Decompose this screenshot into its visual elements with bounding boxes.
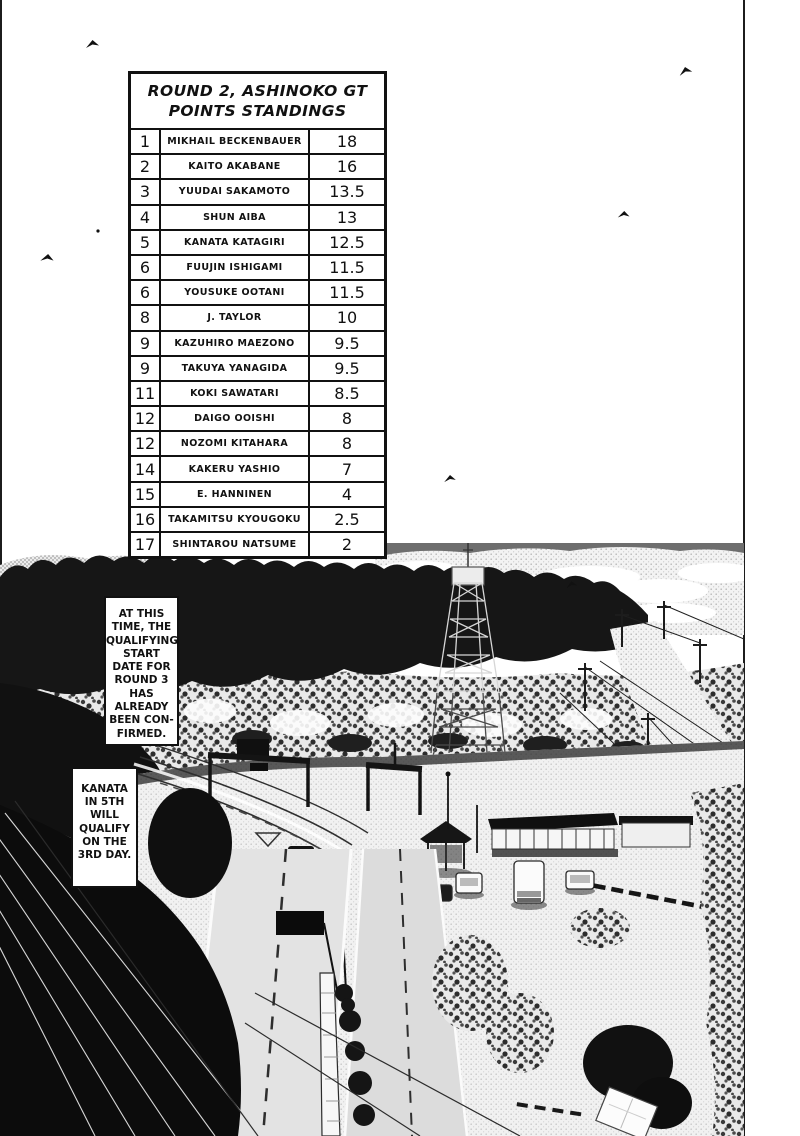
caption-line: ON THE (82, 835, 127, 848)
points-cell: 12.5 (329, 232, 365, 252)
caption-line: START (123, 647, 160, 660)
table-row (131, 382, 384, 407)
rank-cell: 2 (131, 155, 161, 178)
caption-line: WILL (90, 809, 119, 822)
caption-line: DATE FOR (112, 661, 171, 674)
rank-cell: 15 (131, 483, 161, 506)
standings-rows (131, 130, 384, 556)
table-row (131, 432, 384, 457)
caption-line: 3RD DAY. (77, 849, 132, 862)
bird-icon (96, 218, 100, 237)
caption-line: HAS (129, 687, 154, 700)
caption-line: TIME, THE (111, 621, 172, 634)
name-cell: KAZUHIRO MAEZONO (161, 332, 310, 355)
name-cell: YOUSUKE OOTANI (161, 281, 310, 304)
rank-cell: 11 (131, 382, 161, 405)
rank-cell: 9 (131, 332, 161, 355)
caption-line: ROUND 3 (114, 674, 169, 687)
points-cell: 8 (341, 434, 353, 454)
name-cell: MIKHAIL BECKENBAUER (161, 130, 310, 153)
bird-icon (39, 247, 55, 268)
caption-line: QUALIFY (79, 822, 130, 835)
bird-icon (565, 574, 578, 594)
table-row (131, 407, 384, 432)
points-cell: 8 (341, 409, 353, 429)
rank-cell: 16 (131, 508, 161, 531)
table-row (131, 508, 384, 533)
name-cell: E. HANNINEN (161, 483, 310, 506)
narration-box-kanata (71, 767, 138, 888)
points-cell: 13 (336, 207, 358, 227)
rank-cell: 17 (131, 533, 161, 556)
table-row (131, 533, 384, 556)
rank-cell: 3 (131, 180, 161, 203)
points-cell: 7 (341, 459, 353, 479)
name-cell: KAITO AKABANE (161, 155, 310, 178)
table-row (131, 306, 384, 331)
standings-title (131, 74, 384, 130)
caption-line: IN 5TH (84, 796, 125, 809)
name-cell: DAIGO OOISHI (161, 407, 310, 430)
points-cell: 13.5 (329, 182, 365, 202)
table-row (131, 357, 384, 382)
table-row (131, 155, 384, 180)
points-cell: 11.5 (329, 258, 365, 278)
name-cell: KANATA KATAGIRI (161, 231, 310, 254)
caption-line: AT THIS (118, 608, 165, 620)
table-row (131, 281, 384, 306)
rank-cell: 8 (131, 306, 161, 329)
caption-line: QUALIFYING (106, 634, 178, 647)
bird-icon (617, 203, 631, 223)
standings-table (128, 71, 387, 559)
forest-ridge (0, 555, 648, 694)
name-cell: KAKERU YASHIO (161, 457, 310, 480)
standings-title-line1: ROUND 2, ASHINOKO GT (147, 82, 368, 100)
caption-line: KANATA (81, 783, 128, 795)
rank-cell: 5 (131, 231, 161, 254)
name-cell: SHINTAROU NATSUME (161, 533, 310, 556)
points-cell: 4 (341, 484, 353, 504)
table-row (131, 256, 384, 281)
bird-icon (444, 468, 456, 487)
name-cell: TAKAMITSU KYOUGOKU (161, 508, 310, 531)
table-row (131, 231, 384, 256)
name-cell: TAKUYA YANAGIDA (161, 357, 310, 380)
standings-title-line2: POINTS STANDINGS (168, 102, 347, 120)
rank-cell: 14 (131, 457, 161, 480)
table-row (131, 206, 384, 231)
rank-cell: 12 (131, 432, 161, 455)
narration-box-qualifying (104, 596, 179, 746)
points-cell: 10 (336, 308, 358, 328)
points-cell: 16 (336, 157, 358, 177)
caption-line: ALREADY (114, 701, 169, 714)
points-cell: 8.5 (334, 383, 360, 403)
rank-cell: 1 (131, 130, 161, 153)
table-row (131, 180, 384, 205)
rank-cell: 6 (131, 281, 161, 304)
caption-line: BEEN CON- (109, 714, 174, 727)
bird-icon (86, 34, 99, 53)
caption-line: FIRMED. (116, 727, 167, 740)
rank-cell: 12 (131, 407, 161, 430)
table-row (131, 332, 384, 357)
name-cell: SHUN AIBA (161, 206, 310, 229)
table-row (131, 483, 384, 508)
points-cell: 2.5 (334, 509, 360, 529)
rank-cell: 4 (131, 206, 161, 229)
name-cell: FUUJIN ISHIGAMI (161, 256, 310, 279)
points-cell: 2 (341, 535, 353, 555)
points-cell: 11.5 (329, 283, 365, 303)
name-cell: YUUDAI SAKAMOTO (161, 180, 310, 203)
points-cell: 9.5 (334, 333, 360, 353)
points-cell: 9.5 (334, 358, 360, 378)
name-cell: J. TAYLOR (161, 306, 310, 329)
rank-cell: 6 (131, 256, 161, 279)
table-row (131, 457, 384, 482)
rank-cell: 9 (131, 357, 161, 380)
table-row (131, 130, 384, 155)
points-cell: 18 (336, 132, 358, 152)
name-cell: KOKI SAWATARI (161, 382, 310, 405)
name-cell: NOZOMI KITAHARA (161, 432, 310, 455)
bird-icon (678, 60, 694, 81)
